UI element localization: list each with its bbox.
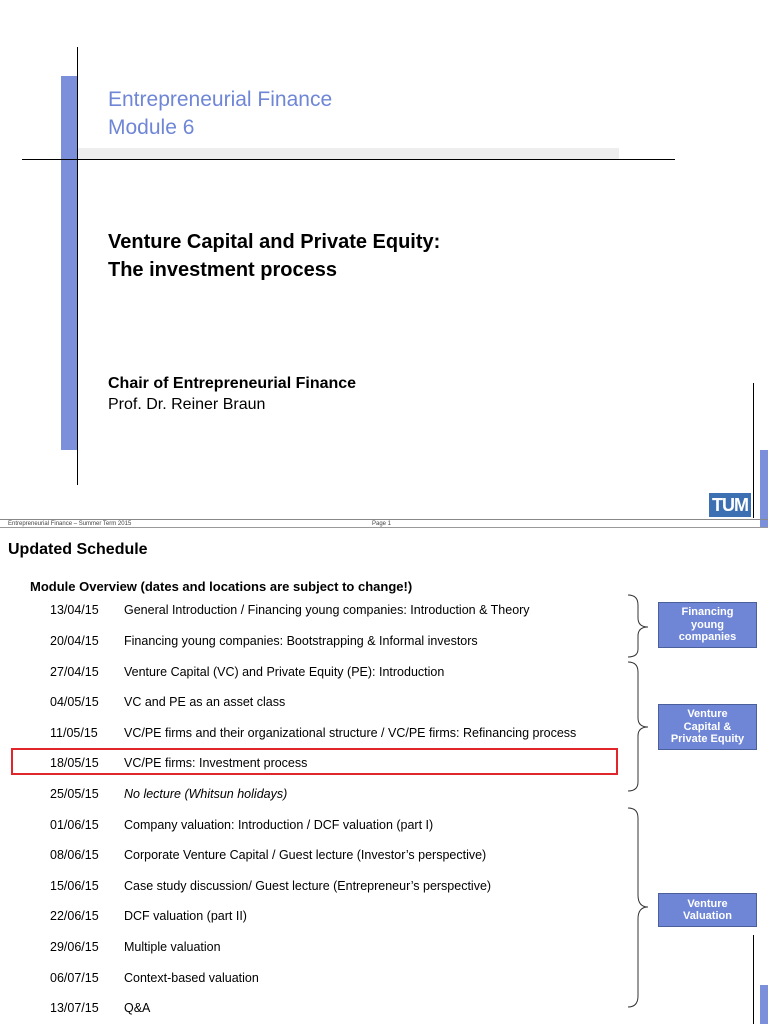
- slide-title-line2: The investment process: [108, 259, 337, 281]
- group-tag-line: Private Equity: [670, 733, 745, 746]
- row-date: 27/04/15: [50, 665, 99, 679]
- module-overview-heading: Module Overview (dates and locations are subject to change!): [30, 579, 413, 594]
- row-date: 06/07/15: [50, 971, 99, 985]
- brace-financing: [628, 595, 648, 657]
- row-topic: Venture Capital (VC) and Private Equity (PE): Introduction: [124, 665, 445, 679]
- row-topic: General Introduction / Financing young companies: Introduction & Theory: [124, 603, 530, 617]
- professor-name: Prof. Dr. Reiner Braun: [108, 396, 266, 413]
- right-accent-bar: [760, 450, 768, 527]
- row-topic: VC/PE firms and their organizational structure / VC/PE firms: Refinancing process: [124, 726, 577, 740]
- right-rule: [753, 383, 754, 518]
- group-tag-line: Financing: [681, 606, 734, 619]
- module-number: Module 6: [108, 116, 195, 139]
- footer-rule: [0, 519, 768, 520]
- course-title: Entrepreneurial Finance: [108, 88, 333, 111]
- row-topic: VC and PE as an asset class: [124, 695, 286, 709]
- chair-name: Chair of Entrepreneurial Finance: [108, 375, 357, 392]
- row-date: 11/05/15: [50, 726, 98, 740]
- footer-course: Entrepreneurial Finance – Summer Term 2015: [8, 521, 132, 527]
- schedule-title: Updated Schedule: [8, 541, 148, 558]
- row-topic: Context-based valuation: [124, 971, 259, 985]
- group-tag-line: Valuation: [683, 910, 732, 922]
- row-date: 29/06/15: [50, 940, 99, 954]
- row-topic: Case study discussion/ Guest lecture (Entrepreneur’s perspective): [124, 879, 492, 893]
- brace-valuation: [628, 808, 648, 1007]
- row-topic: No lecture (Whitsun holidays): [124, 787, 288, 801]
- row-topic: Q&A: [124, 1001, 151, 1015]
- group-tag-line: Capital &: [683, 720, 732, 733]
- row-date: 20/04/15: [50, 634, 99, 648]
- row-date: 15/06/15: [50, 879, 99, 893]
- row-topic: VC/PE firms: Investment process: [124, 756, 308, 770]
- row-topic: Corporate Venture Capital / Guest lecture (Investor’s perspective): [124, 848, 487, 862]
- brace-vc-pe: [628, 662, 648, 791]
- slide-title-line1: Venture Capital and Private Equity:: [108, 231, 441, 253]
- row-date: 18/05/15: [50, 756, 99, 770]
- header-band: [78, 148, 619, 159]
- accent-bar: [61, 76, 77, 450]
- right-rule: [753, 935, 754, 1024]
- group-tag-financing: [658, 602, 757, 648]
- row-date: 25/05/15: [50, 787, 99, 801]
- current-lecture-highlight: [11, 748, 618, 775]
- group-tag-line: companies: [678, 631, 737, 644]
- slide-divider: [0, 527, 768, 528]
- group-tag-line: Venture: [687, 897, 728, 910]
- group-tag-vc-pe: [658, 704, 757, 750]
- row-topic: Financing young companies: Bootstrapping & Informal investors: [124, 634, 478, 648]
- row-date: 08/06/15: [50, 848, 99, 862]
- row-date: 22/06/15: [50, 909, 99, 923]
- row-date: 01/06/15: [50, 818, 99, 832]
- row-date: 13/04/15: [50, 603, 99, 617]
- vertical-rule: [77, 47, 78, 485]
- group-tag-line: young: [691, 618, 724, 631]
- row-topic: DCF valuation (part II): [124, 909, 247, 923]
- group-braces: [620, 590, 660, 1020]
- footer-page: Page 1: [372, 521, 392, 527]
- tum-logo: TUM: [709, 493, 751, 517]
- group-tag-line: Venture: [687, 708, 728, 721]
- row-topic: Multiple valuation: [124, 940, 221, 954]
- group-tag-valuation: [658, 893, 757, 927]
- row-date: 04/05/15: [50, 695, 99, 709]
- row-topic: Company valuation: Introduction / DCF valuation (part I): [124, 818, 434, 832]
- horizontal-rule: [22, 159, 675, 160]
- right-accent-bar: [760, 985, 768, 1024]
- row-date: 13/07/15: [50, 1001, 99, 1015]
